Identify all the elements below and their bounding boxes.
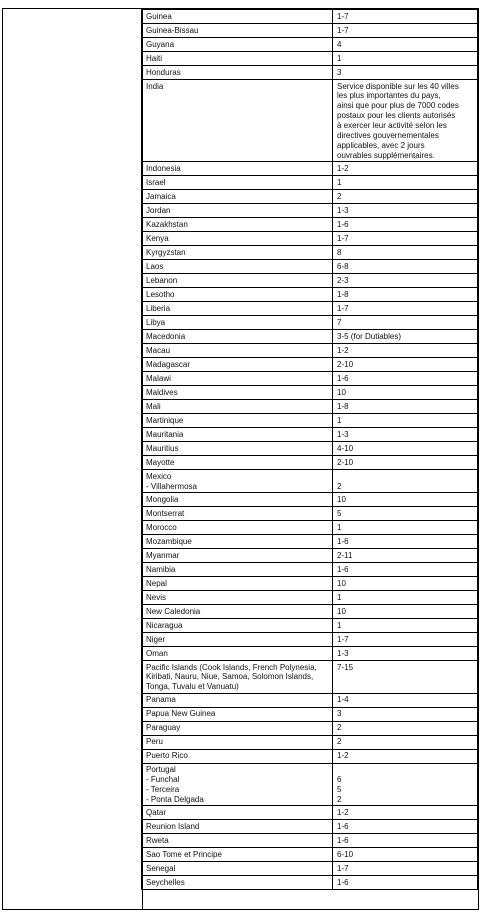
delivery-days-cell: 6-10	[333, 848, 478, 862]
delivery-days-cell: 1-3	[333, 204, 478, 218]
table-row	[142, 80, 478, 162]
delivery-times-table	[141, 9, 478, 890]
country-cell: Laos	[142, 260, 333, 274]
delivery-days-cell: 1	[333, 591, 478, 605]
table-row	[142, 619, 478, 633]
table-row	[142, 470, 478, 493]
delivery-days-cell: 3	[333, 707, 478, 721]
cell-line: 6	[337, 775, 342, 785]
table-row	[142, 232, 478, 246]
country-cell	[142, 661, 333, 694]
country-cell: Liberia	[142, 302, 333, 316]
country-cell: Senegal	[142, 862, 333, 876]
table-row	[142, 24, 478, 38]
country-cell: Kazakhstan	[142, 218, 333, 232]
delivery-days-cell	[333, 470, 478, 493]
cell-line: les plus importantes du pays,	[337, 91, 441, 101]
table-row	[142, 493, 478, 507]
table-row	[142, 661, 478, 694]
delivery-days-cell: 7	[333, 316, 478, 330]
country-cell: Jordan	[142, 204, 333, 218]
table-row	[142, 806, 478, 820]
cell-line: ainsi que pour plus de 7000 codes	[337, 101, 459, 111]
country-cell: Indonesia	[142, 162, 333, 176]
table-row	[142, 647, 478, 661]
table-row	[142, 288, 478, 302]
delivery-days-cell: 1	[333, 52, 478, 66]
cell-line: Pacific Islands (Cook Islands, French Polynesia,	[146, 662, 317, 672]
cell-line: - Terceira	[146, 785, 180, 795]
delivery-days-cell: 1-7	[333, 862, 478, 876]
table-row	[142, 10, 478, 24]
delivery-days-cell: 1	[333, 619, 478, 633]
delivery-days-cell: 8	[333, 246, 478, 260]
cell-line: 2	[337, 481, 342, 491]
cell-line: Kiribati, Nauru, Niue, Samoa, Solomon Islands,	[146, 672, 314, 682]
table-row	[142, 38, 478, 52]
table-row	[142, 302, 478, 316]
table-row	[142, 260, 478, 274]
table-row	[142, 549, 478, 563]
delivery-days-cell: 6-8	[333, 260, 478, 274]
delivery-days-cell: 1-6	[333, 820, 478, 834]
country-cell: Guyana	[142, 38, 333, 52]
delivery-days-cell: 1-8	[333, 400, 478, 414]
country-cell: Libya	[142, 316, 333, 330]
table-row	[142, 274, 478, 288]
delivery-days-cell	[333, 763, 478, 806]
country-cell: Panama	[142, 693, 333, 707]
cell-line	[337, 472, 474, 482]
table-row	[142, 820, 478, 834]
delivery-days-cell: 10	[333, 605, 478, 619]
delivery-days-cell: 3-5 (for Dutiables)	[333, 330, 478, 344]
country-cell: Seychelles	[142, 876, 333, 890]
table-row	[142, 190, 478, 204]
table-row	[142, 414, 478, 428]
cell-line: Portugal	[146, 765, 176, 775]
country-cell: Lesotho	[142, 288, 333, 302]
table-row	[142, 442, 478, 456]
delivery-days-cell: 1-8	[333, 288, 478, 302]
country-cell: Honduras	[142, 66, 333, 80]
country-cell: Peru	[142, 735, 333, 749]
delivery-days-cell: 3	[333, 66, 478, 80]
delivery-days-cell: 10	[333, 493, 478, 507]
table-row	[142, 577, 478, 591]
country-cell: Mauritius	[142, 442, 333, 456]
country-cell: Nicaragua	[142, 619, 333, 633]
cell-line: 5	[337, 785, 342, 795]
delivery-days-cell: 1-7	[333, 24, 478, 38]
delivery-days-cell: 5	[333, 507, 478, 521]
country-cell: Mozambique	[142, 535, 333, 549]
delivery-days-cell: 1-6	[333, 876, 478, 890]
delivery-days-cell: 1-3	[333, 428, 478, 442]
cell-line: 2	[337, 795, 342, 804]
cell-line: Service disponible sur les 40 villes	[337, 81, 459, 91]
country-cell: Oman	[142, 647, 333, 661]
delivery-days-cell: 1-4	[333, 693, 478, 707]
delivery-days-cell: 1	[333, 521, 478, 535]
delivery-days-cell: 10	[333, 577, 478, 591]
country-cell: Maldives	[142, 386, 333, 400]
table-row	[142, 721, 478, 735]
delivery-days-cell: 2-10	[333, 456, 478, 470]
country-cell: Mayotte	[142, 456, 333, 470]
delivery-days-cell: 1-2	[333, 162, 478, 176]
country-cell: Nevis	[142, 591, 333, 605]
table-row	[142, 735, 478, 749]
delivery-days-cell: 1-6	[333, 372, 478, 386]
cell-line: Tonga, Tuvalu et Vanuatu)	[146, 682, 239, 692]
delivery-days-cell: 10	[333, 386, 478, 400]
table-row	[142, 344, 478, 358]
country-cell: Haiti	[142, 52, 333, 66]
table-row	[142, 330, 478, 344]
country-cell: Mali	[142, 400, 333, 414]
delivery-days-cell: 2	[333, 190, 478, 204]
country-cell: Israel	[142, 176, 333, 190]
country-cell: Qatar	[142, 806, 333, 820]
delivery-days-cell: 4	[333, 38, 478, 52]
delivery-days-cell: 1-7	[333, 302, 478, 316]
country-cell: Macedonia	[142, 330, 333, 344]
delivery-days-cell: 1-7	[333, 633, 478, 647]
table-row	[142, 633, 478, 647]
country-cell: Guinea	[142, 10, 333, 24]
delivery-days-cell: 1-2	[333, 749, 478, 763]
table-row	[142, 848, 478, 862]
country-cell: Reunion Island	[142, 820, 333, 834]
country-cell: Nepal	[142, 577, 333, 591]
country-cell	[142, 763, 333, 806]
country-cell: Jamaica	[142, 190, 333, 204]
country-cell: Lebanon	[142, 274, 333, 288]
table-row	[142, 176, 478, 190]
country-cell: Kyrgyzstan	[142, 246, 333, 260]
country-cell	[142, 470, 333, 493]
country-cell: Kenya	[142, 232, 333, 246]
cell-line: postaux pour les clients autorisés	[337, 111, 456, 121]
table-row	[142, 428, 478, 442]
table-row	[142, 605, 478, 619]
table-row	[142, 400, 478, 414]
delivery-days-cell: 1	[333, 176, 478, 190]
country-cell: New Caledonia	[142, 605, 333, 619]
delivery-days-cell: 1-6	[333, 218, 478, 232]
table-row	[142, 456, 478, 470]
country-cell: India	[142, 80, 333, 162]
cell-line: - Villahermosa	[146, 481, 197, 491]
delivery-days-cell: 2	[333, 721, 478, 735]
table-row	[142, 218, 478, 232]
country-cell: Mongolia	[142, 493, 333, 507]
cell-line: - Funchal	[146, 775, 180, 785]
delivery-days-cell: 1-7	[333, 232, 478, 246]
country-cell: Paraguay	[142, 721, 333, 735]
delivery-days-cell: 1-6	[333, 535, 478, 549]
table-row	[142, 66, 478, 80]
delivery-days-cell: 1-2	[333, 344, 478, 358]
table-row	[142, 707, 478, 721]
table-row	[142, 507, 478, 521]
country-cell: Namibia	[142, 563, 333, 577]
delivery-days-cell: 1-6	[333, 834, 478, 848]
delivery-days-cell: 1-2	[333, 806, 478, 820]
country-cell: Madagascar	[142, 358, 333, 372]
delivery-days-cell: 2	[333, 735, 478, 749]
country-cell: Macau	[142, 344, 333, 358]
country-cell: Martinique	[142, 414, 333, 428]
country-cell: Guinea-Bissau	[142, 24, 333, 38]
table-row	[142, 862, 478, 876]
delivery-days-cell: 1-7	[333, 10, 478, 24]
table-row	[142, 372, 478, 386]
country-cell: Papua New Guinea	[142, 707, 333, 721]
delivery-days-cell	[333, 80, 478, 162]
country-cell: Malawi	[142, 372, 333, 386]
table-row	[142, 246, 478, 260]
cell-line: Mexico	[146, 471, 172, 481]
table-row	[142, 52, 478, 66]
delivery-days-cell: 2-10	[333, 358, 478, 372]
cell-line: - Ponta Delgada	[146, 795, 204, 804]
table-row	[142, 591, 478, 605]
delivery-days-cell: 2-3	[333, 274, 478, 288]
table-row	[142, 834, 478, 848]
country-cell: Mauritania	[142, 428, 333, 442]
country-cell: Sao Tome et Principe	[142, 848, 333, 862]
table-row	[142, 876, 478, 890]
cell-line	[337, 765, 474, 775]
country-cell: Niger	[142, 633, 333, 647]
table-row	[142, 563, 478, 577]
country-cell: Montserrat	[142, 507, 333, 521]
delivery-days-cell: 1-6	[333, 563, 478, 577]
table-row	[142, 358, 478, 372]
cell-line: directives gouvernementales	[337, 131, 439, 141]
table-row	[142, 749, 478, 763]
delivery-days-cell: 1-3	[333, 647, 478, 661]
table-row	[142, 535, 478, 549]
table-row	[142, 763, 478, 806]
cell-line: applicables, avec 2 jours	[337, 140, 425, 150]
table-body	[142, 10, 478, 890]
table-row	[142, 521, 478, 535]
country-cell: Morocco	[142, 521, 333, 535]
delivery-days-cell: 2-11	[333, 549, 478, 563]
table-row	[142, 204, 478, 218]
country-cell: Myanmar	[142, 549, 333, 563]
delivery-days-cell: 7-15	[333, 661, 478, 694]
table-row	[142, 316, 478, 330]
delivery-days-cell: 1	[333, 414, 478, 428]
delivery-days-cell: 4-10	[333, 442, 478, 456]
table-row	[142, 386, 478, 400]
table-row	[142, 162, 478, 176]
country-cell: Puerto Rico	[142, 749, 333, 763]
table-row	[142, 693, 478, 707]
cell-line: ouvrables supplémentaires.	[337, 150, 435, 160]
country-cell: Rweta	[142, 834, 333, 848]
cell-line: à exercer leur activité selon les	[337, 121, 447, 131]
